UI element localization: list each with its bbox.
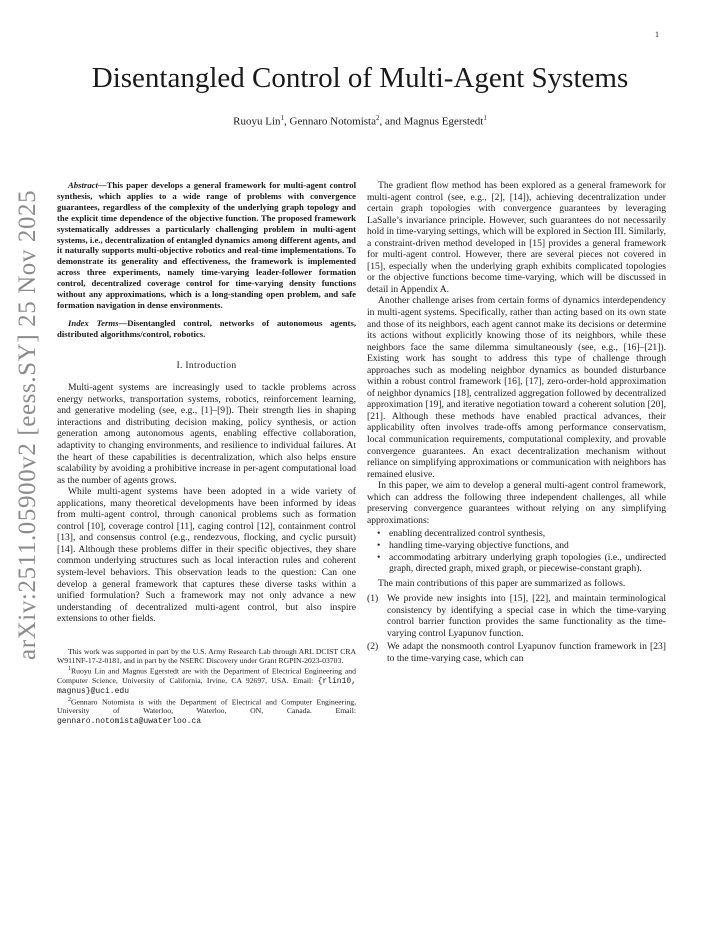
contributions-intro: The main contributions of this paper are summarized as follows. (378, 577, 626, 589)
author-line (0, 114, 720, 128)
affiliation-text: Ruoyu Lin and Magnus Egerstedt are with the Department of Electrical Engineering and Computer Science, University of California, Irvine, CA 92697, USA. Email: (57, 666, 356, 685)
list-text: We adapt the nonsmooth control Lyapunov function framework in [23] to the time-varying case, which can (387, 641, 666, 664)
page-number: 1 (655, 30, 659, 39)
list-item (367, 641, 666, 664)
funding-footnote: This work was supported in part by the U.S. Army Research Lab through ARL DCIST CRA W911NF-17-2-0181, and in part by the NSERC Discovery under Grant RGPIN-2023-03703. (57, 646, 356, 665)
left-column (57, 180, 356, 726)
index-terms-label: Index Terms (68, 317, 119, 328)
author-affil-sup: 2 (375, 114, 380, 122)
abstract-text: —This paper develops a general framework for multi-agent control synthesis, which applies to a wide range of problems with convergence guarantees, regardless of the complexity of the underlying graph topology and the explicit time dependence of the objective function. The proposed framework systematically addresses a particularly challenging problem in multi-agent systems, i.e., decentralization of entangled dynamics among different agents, and it naturally supports multi-objective robotics and real-time implementations. To demonstrate its generality and effectiveness, the framework is implemented across three experiments, namely time-varying leader-follower formation control, decentralized coverage control for time-varying density functions without any approximations, which is a long-standing open problem, and safe formation navigation in dense environments. (57, 180, 356, 310)
author-name: Gennaro Notomista (289, 115, 376, 128)
body-paragraph: In this paper, we aim to develop a general multi-agent control framework, which can address the following three independent challenges, all while preserving convergence guarantees without relying on any simplifying approximations: (367, 480, 666, 526)
list-text: We provide new insights into [15], [22], and maintain terminological consistency by identifying a special case in which the time-varying control barrier function provides the same functionality as the time-varying control Lyapunov function. (387, 593, 666, 639)
email-address[interactable]: {rlin10, magnus}@uci.edu (57, 676, 356, 696)
intro-paragraph: While multi-agent systems have been adopted in a wide variety of applications, many theoretical developments have been informed by ideas from multi-agent control, through canonical problems such as formation control [10], coverage control [11], caging control [12], containment control [13], and consensus control (e.g., rendezvous, flocking, and cyclic pursuit) [14]. Although these problems differ in their specific objectives, they share common underlying structures such as local interaction rules and coherent system-level behaviors. This observation leads to the question: Can one develop a general framework that captures these diverse tasks within a unified formulation? Such a framework may not only advance a new understanding of decentralized multi-agent control, but also inspire extensions to other fields. (57, 486, 356, 625)
section-heading-introduction: I. Introduction (176, 359, 237, 371)
affiliation-footnote (57, 696, 356, 726)
author-affil-sup: 1 (483, 114, 487, 122)
author-separator: , and (379, 115, 404, 128)
abstract (57, 180, 356, 311)
list-item: • enabling decentralized control synthesis, (389, 528, 666, 540)
author-separator: , (284, 115, 290, 128)
list-item (367, 593, 666, 639)
index-terms (57, 318, 356, 340)
footnote-marker: 1 (68, 665, 71, 672)
arxiv-stamp: arXiv:2511.05900v2 [eess.SY] 25 Nov 2025 (14, 189, 41, 660)
intro-paragraph: Multi-agent systems are increasingly used to tackle problems across energy networks, transportation systems, robotics, reinforcement learning, and generative modeling (see, e.g., [1]–[9]). Their strength lies in shaping interactions and distributing decision making, policy synthesis, or action generation among autonomous agents, enabling effective collaboration, adaptivity to changing environments, and resilience to individual failures. At the heart of these capabilities is decentralization, which also helps ensure scalability by avoiding a prohibitive increase in per-agent computational load as the number of agents grows. (57, 382, 356, 486)
list-number: (2) (367, 641, 379, 653)
right-column (367, 180, 666, 666)
author-name: Magnus Egerstedt (403, 115, 484, 128)
affiliation-footnote (57, 665, 356, 696)
challenge-list (367, 528, 666, 574)
body-paragraph: Another challenge arises from certain forms of dynamics interdependency in multi-agent systems. Specifically, rather than acting based on its own state and those of its neighbors, each agent cannot make its decisions or determine its actions without explicitly knowing those of its neighbors, while these neighbors face the same dilemma simultaneously (see, e.g., [16]–[21]). Existing work has sought to address this type of challenge through approaches such as modeling neighbor dynamics as bounded disturbance within a robust control framework [16], [17], zero-order-hold approximation of neighbor dynamics [18], centralized aggregation followed by decentralized approximation [19], and iterative negotiation toward a coherent solution [20], [21]. Although these methods have enabled practical advances, their applicability often involves trade-offs among performance conservatism, local communication requirements, computational complexity, and provable convergence guarantees. An exact decentralization mechanism without reliance on simplifying approximations or communication with neighbors has remained elusive. (367, 295, 666, 480)
footnote-marker: 2 (68, 696, 71, 703)
list-item: • accommodating arbitrary underlying graph topologies (i.e., undirected graph, directed graph, mixed graph, or piecewise-constant graph). (389, 552, 666, 575)
body-paragraph: The gradient flow method has been explored as a general framework for multi-agent control (see, e.g., [2], [14]), achieving decentralization under certain graph topologies with convergence guarantees by leveraging LaSalle’s invariance principle. However, such guarantees do not necessarily hold in time-varying settings, which will be explored in Section III. Similarly, a constraint-driven method developed in [15] provides a general framework for multi-agent control. However, there are several pieces not covered in [15], especially when the underlying graph exhibits complicated topologies or the objective functions become time-varying, which will be discussed in detail in Appendix A. (367, 180, 666, 295)
affiliation-text: Gennaro Notomista is with the Department of Electrical and Computer Engineering, University of Waterloo, Waterloo, ON, Canada. Email: (57, 697, 356, 716)
list-item: • handling time-varying objective functions, and (389, 540, 666, 552)
abstract-label: Abstract (68, 180, 98, 190)
contributions-list (367, 593, 666, 664)
list-number: (1) (367, 593, 379, 605)
author-affil-sup: 1 (280, 114, 285, 122)
email-address[interactable]: gennaro.notomista@uwaterloo.ca (57, 716, 202, 726)
footnotes (57, 647, 356, 726)
paper-title: Disentangled Control of Multi-Agent Systems (91, 62, 629, 94)
author-name: Ruoyu Lin (233, 115, 281, 128)
index-terms-text: —Disentangled control, networks of autonomous agents, distributed algorithms/control, robotics. (57, 317, 356, 339)
